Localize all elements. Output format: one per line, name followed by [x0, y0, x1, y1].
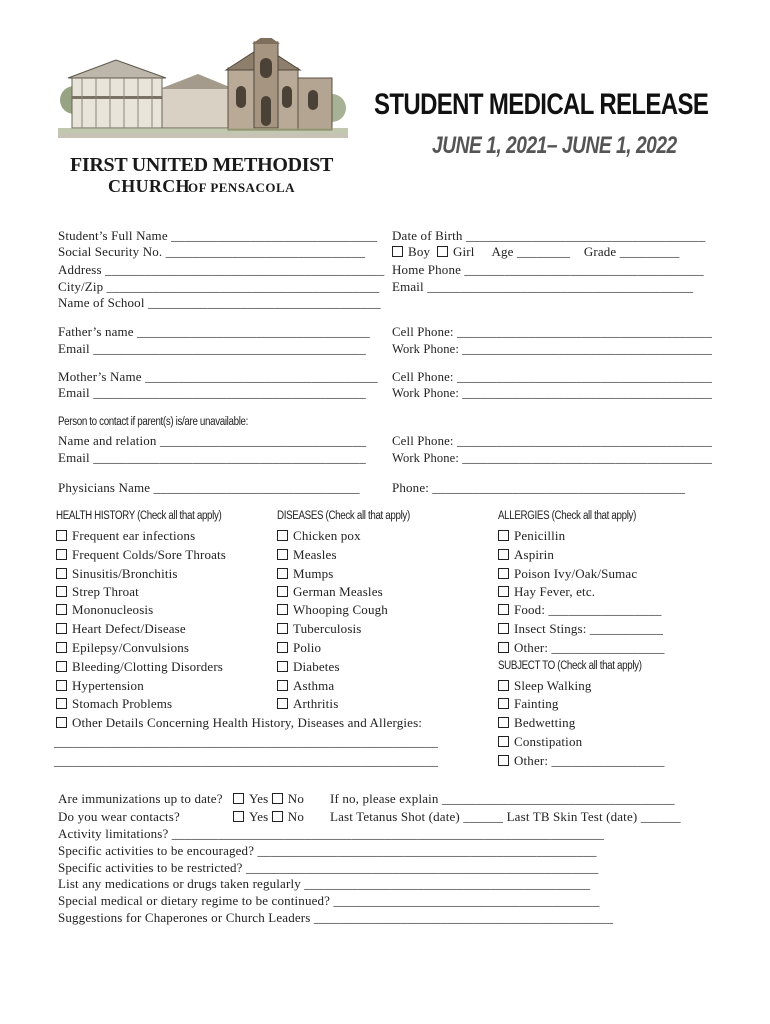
page-title: STUDENT MEDICAL RELEASE	[374, 88, 709, 121]
gender-age-grade-row	[392, 244, 680, 260]
home-phone-field[interactable]: Home Phone ____________________________________	[392, 262, 704, 277]
subject-to-item[interactable]	[498, 753, 665, 769]
church-name-line2: CHURCH	[108, 176, 190, 196]
checkbox[interactable]	[498, 530, 509, 541]
checkbox[interactable]	[498, 642, 509, 653]
checkbox[interactable]	[56, 530, 67, 541]
health-history-item[interactable]	[56, 640, 189, 656]
student-full-name-field[interactable]: Student’s Full Name _______________________________	[58, 228, 378, 243]
checkbox[interactable]	[498, 586, 509, 597]
yes-label: Yes	[249, 791, 269, 806]
contacts-options	[233, 809, 304, 825]
disease-item[interactable]	[277, 640, 321, 656]
checkbox[interactable]	[277, 549, 288, 560]
father-cell-field[interactable]: Cell Phone: _______________________________________	[392, 324, 712, 339]
boy-label: Boy	[408, 244, 431, 259]
checkbox[interactable]	[498, 549, 509, 560]
checkbox[interactable]	[277, 604, 288, 615]
item-label: Bleeding/Clotting Disorders	[72, 659, 224, 674]
item-label: Other: _________________	[514, 753, 665, 768]
checkbox[interactable]	[498, 568, 509, 579]
item-label: Diabetes	[293, 659, 340, 674]
disease-item[interactable]	[277, 528, 361, 544]
explain-field[interactable]: If no, please explain ___________________________________	[330, 791, 675, 806]
item-label: Mononucleosis	[72, 602, 154, 617]
health-history-item[interactable]	[56, 584, 139, 600]
item-label: Epilepsy/Convulsions	[72, 640, 190, 655]
no-label: No	[287, 791, 304, 806]
mother-work-field[interactable]: Work Phone: _______________________________________	[392, 385, 712, 400]
contacts-yes-checkbox[interactable]	[233, 811, 244, 822]
item-label: Strep Throat	[72, 584, 139, 599]
contacts-label: Do you wear contacts?	[58, 809, 180, 824]
checkbox[interactable]	[56, 661, 67, 672]
church-name-line1: FIRST UNITED METHODIST	[70, 154, 334, 176]
allergy-item[interactable]	[498, 528, 565, 544]
contact-heading: Person to contact if parent(s) is/are unavailable:	[58, 416, 249, 428]
checkbox[interactable]	[277, 698, 288, 709]
checkbox[interactable]	[498, 736, 509, 747]
contacts-no-checkbox[interactable]	[272, 811, 283, 822]
other-details-label: Other Details Concerning Health History, Diseases and Allergies:	[72, 715, 423, 730]
immunizations-label: Are immunizations up to date?	[58, 791, 223, 806]
item-label: Polio	[293, 640, 322, 655]
item-label: Stomach Problems	[72, 696, 173, 711]
church-building-illustration	[58, 38, 348, 148]
tetanus-tb-field[interactable]: Last Tetanus Shot (date) ______ Last TB Skin Test (date) ______	[330, 809, 681, 824]
health-history-item[interactable]	[56, 602, 153, 618]
allergies-heading: ALLERGIES (Check all that apply)	[498, 510, 636, 522]
immunizations-options	[233, 791, 304, 807]
student-email-field[interactable]: Email ________________________________________	[392, 279, 694, 294]
health-history-item[interactable]	[56, 547, 226, 563]
disease-item[interactable]	[277, 566, 333, 582]
church-name-line3: OF PENSACOLA	[188, 180, 295, 195]
other-details-line-1[interactable]: ____________________________________________________________	[54, 735, 438, 749]
checkbox[interactable]	[277, 642, 288, 653]
grade-field[interactable]: Grade _________	[583, 244, 680, 259]
item-label: Hay Fever, etc.	[514, 584, 596, 599]
item-label: Mumps	[293, 566, 334, 581]
item-label: Heart Defect/Disease	[72, 621, 186, 636]
boy-checkbox[interactable]	[392, 246, 403, 257]
subject-to-item[interactable]	[498, 696, 559, 712]
item-label: Poison Ivy/Oak/Sumac	[514, 566, 638, 581]
health-history-item[interactable]	[56, 678, 144, 694]
checkbox[interactable]	[277, 568, 288, 579]
contact-email-field[interactable]: Email _________________________________________	[58, 450, 366, 465]
other-details-line-2[interactable]: ____________________________________________________________	[54, 754, 438, 768]
health-history-item[interactable]	[56, 621, 186, 637]
health-history-item[interactable]	[56, 696, 172, 712]
checkbox[interactable]	[277, 623, 288, 634]
checkbox[interactable]	[277, 661, 288, 672]
checkbox[interactable]	[498, 755, 509, 766]
disease-item[interactable]	[277, 547, 337, 563]
allergy-item[interactable]	[498, 640, 665, 656]
father-work-field[interactable]: Work Phone: _______________________________________	[392, 341, 712, 356]
father-email-field[interactable]: Email _________________________________________	[58, 341, 366, 356]
checkbox[interactable]	[56, 680, 67, 691]
item-label: Sleep Walking	[514, 678, 592, 693]
checkbox[interactable]	[56, 698, 67, 709]
item-label: Chicken pox	[293, 528, 361, 543]
item-label: Insect Stings: ___________	[514, 621, 664, 636]
item-label: Constipation	[514, 734, 583, 749]
item-label: Fainting	[514, 696, 559, 711]
item-label: Bedwetting	[514, 715, 576, 730]
no-label: No	[287, 809, 304, 824]
checkbox[interactable]	[498, 698, 509, 709]
disease-item[interactable]	[277, 621, 362, 637]
address-field[interactable]: Address __________________________________________	[58, 262, 385, 277]
item-label: Hypertension	[72, 678, 144, 693]
chaperone-suggestions-field[interactable]: Suggestions for Chaperones or Church Leaders _____________________________________________	[58, 910, 614, 925]
subject-to-item[interactable]	[498, 715, 575, 731]
item-label: Arthritis	[293, 696, 339, 711]
city-zip-field[interactable]: City/Zip _________________________________________	[58, 279, 380, 294]
disease-item[interactable]	[277, 696, 338, 712]
church-logo	[58, 38, 348, 198]
checkbox[interactable]	[56, 717, 67, 728]
contact-name-field[interactable]: Name and relation _______________________________	[58, 433, 367, 448]
disease-item[interactable]	[277, 602, 388, 618]
girl-checkbox[interactable]	[437, 246, 448, 257]
mother-email-field[interactable]: Email _________________________________________	[58, 385, 366, 400]
physician-name-field[interactable]: Physicians Name _______________________________	[58, 480, 360, 495]
checkbox[interactable]	[56, 586, 67, 597]
item-label: Penicillin	[514, 528, 566, 543]
item-label: Whooping Cough	[293, 602, 388, 617]
item-label: Measles	[293, 547, 337, 562]
item-label: Aspirin	[514, 547, 555, 562]
disease-item[interactable]	[277, 584, 383, 600]
subject-to-heading: SUBJECT TO (Check all that apply)	[498, 660, 642, 672]
item-label: Food: _________________	[514, 602, 662, 617]
allergy-item[interactable]	[498, 566, 637, 582]
item-label: Sinusitis/Bronchitis	[72, 566, 178, 581]
father-name-field[interactable]: Father’s name ___________________________________	[58, 324, 370, 339]
item-label: Other: _________________	[514, 640, 665, 655]
allergy-item[interactable]	[498, 602, 662, 618]
checkbox[interactable]	[56, 549, 67, 560]
immunizations-yes-checkbox[interactable]	[233, 793, 244, 804]
age-field[interactable]: Age ________	[491, 244, 571, 259]
item-label: Tuberculosis	[293, 621, 362, 636]
activities-restricted-field[interactable]: Specific activities to be restricted? _____________________________________________________	[58, 860, 599, 875]
health-history-item[interactable]	[56, 528, 195, 544]
activity-limitations-field[interactable]: Activity limitations? _________________________________________________________________	[58, 826, 605, 841]
subject-to-item[interactable]	[498, 678, 592, 694]
checkbox[interactable]	[498, 680, 509, 691]
item-label: Frequent Colds/Sore Throats	[72, 547, 227, 562]
checkbox[interactable]	[56, 623, 67, 634]
checkbox[interactable]	[277, 680, 288, 691]
medications-field[interactable]: List any medications or drugs taken regularly ___________________________________________	[58, 876, 591, 891]
yes-label: Yes	[249, 809, 269, 824]
diseases-heading: DISEASES (Check all that apply)	[277, 510, 410, 522]
checkbox[interactable]	[56, 568, 67, 579]
school-field[interactable]: Name of School ___________________________________	[58, 295, 381, 310]
physician-phone-field[interactable]: Phone: ______________________________________	[392, 480, 686, 495]
checkbox[interactable]	[498, 623, 509, 634]
other-details-item[interactable]	[56, 715, 422, 731]
immunizations-no-checkbox[interactable]	[272, 793, 283, 804]
health-history-item[interactable]	[56, 659, 223, 675]
allergy-item[interactable]	[498, 547, 554, 563]
item-label: Frequent ear infections	[72, 528, 196, 543]
checkbox[interactable]	[56, 604, 67, 615]
activities-encouraged-field[interactable]: Specific activities to be encouraged? ___________________________________________________	[58, 843, 597, 858]
disease-item[interactable]	[277, 678, 334, 694]
health-history-item[interactable]	[56, 566, 178, 582]
dietary-regime-field[interactable]: Special medical or dietary regime to be continued? ________________________________________	[58, 893, 600, 908]
mother-cell-field[interactable]: Cell Phone: _______________________________________	[392, 369, 712, 384]
checkbox[interactable]	[277, 586, 288, 597]
ssn-field[interactable]: Social Security No. ______________________________	[58, 244, 366, 259]
item-label: Asthma	[293, 678, 335, 693]
contact-work-field[interactable]: Work Phone: _______________________________________	[392, 450, 712, 465]
checkbox[interactable]	[277, 530, 288, 541]
allergy-item[interactable]	[498, 621, 663, 637]
dob-field[interactable]: Date of Birth ____________________________________	[392, 228, 706, 243]
date-range: JUNE 1, 2021– JUNE 1, 2022	[432, 132, 677, 159]
contact-cell-field[interactable]: Cell Phone: _______________________________________	[392, 433, 712, 448]
health-history-heading: HEALTH HISTORY (Check all that apply)	[56, 510, 222, 522]
item-label: German Measles	[293, 584, 383, 599]
mother-name-field[interactable]: Mother’s Name ___________________________________	[58, 369, 378, 384]
disease-item[interactable]	[277, 659, 340, 675]
subject-to-item[interactable]	[498, 734, 582, 750]
girl-label: Girl	[452, 244, 475, 259]
checkbox[interactable]	[498, 717, 509, 728]
allergy-item[interactable]	[498, 584, 595, 600]
checkbox[interactable]	[56, 642, 67, 653]
checkbox[interactable]	[498, 604, 509, 615]
